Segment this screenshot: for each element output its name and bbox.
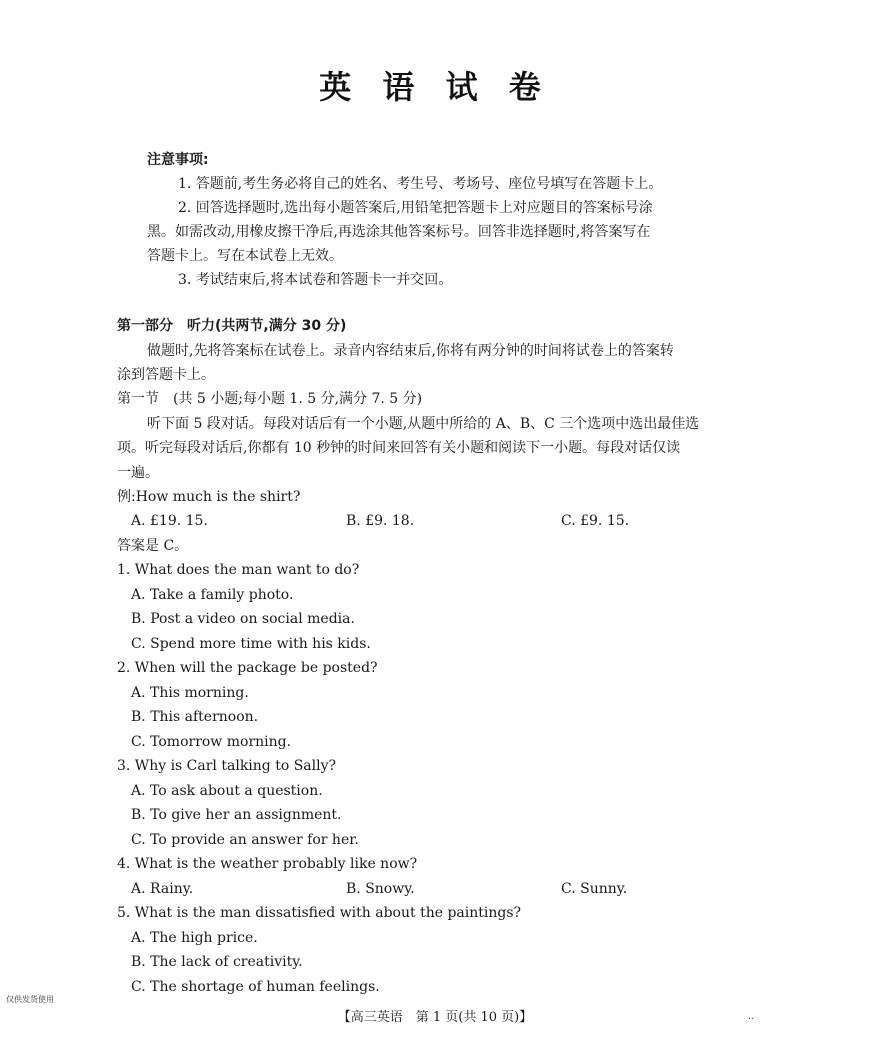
question-3: 3. Why is Carl talking to Sally? — [117, 758, 337, 774]
corner-mark: .. — [748, 1012, 754, 1022]
example-question: 例:How much is the shirt? — [117, 489, 301, 505]
question-1-option-b: B. Post a video on social media. — [131, 611, 355, 627]
part1-heading: 第一部分 听力(共两节,满分 30 分) — [117, 318, 347, 334]
question-4: 4. What is the weather probably like now? — [117, 856, 418, 872]
directions-line-3: 一遍。 — [117, 465, 159, 481]
question-3-option-b: B. To give her an assignment. — [131, 807, 342, 823]
section1-heading: 第一节 (共 5 小题;每小题 1. 5 分,满分 7. 5 分) — [117, 391, 423, 407]
example-option-a: A. £19. 15. — [131, 513, 208, 529]
question-4-option-b: B. Snowy. — [346, 881, 415, 897]
question-2-option-b: B. This afternoon. — [131, 709, 259, 725]
notice-item-3: 3. 考试结束后,将本试卷和答题卡一并交回。 — [178, 272, 453, 288]
question-1: 1. What does the man want to do? — [117, 562, 360, 578]
notice-item-2-line-1: 2. 回答选择题时,选出每小题答案后,用铅笔把答题卡上对应题目的答案标号涂 — [178, 200, 653, 216]
notice-item-2-line-2: 黑。如需改动,用橡皮擦干净后,再选涂其他答案标号。回答非选择题时,将答案写在 — [147, 224, 651, 240]
question-2: 2. When will the package be posted? — [117, 660, 378, 676]
question-1-option-c: C. Spend more time with his kids. — [131, 636, 371, 652]
question-5: 5. What is the man dissatisfied with about the paintings? — [117, 905, 522, 921]
question-5-option-a: A. The high price. — [131, 930, 258, 946]
part1-intro-line-1: 做题时,先将答案标在试卷上。录音内容结束后,你将有两分钟的时间将试卷上的答案转 — [147, 343, 674, 359]
question-5-option-b: B. The lack of creativity. — [131, 954, 303, 970]
example-answer: 答案是 C。 — [117, 538, 189, 554]
question-4-option-a: A. Rainy. — [131, 881, 194, 897]
watermark-text: 仅供发货使用 — [6, 995, 54, 1004]
example-option-c: C. £9. 15. — [561, 513, 630, 529]
question-4-option-c: C. Sunny. — [561, 881, 628, 897]
question-2-option-c: C. Tomorrow morning. — [131, 734, 292, 750]
example-option-b: B. £9. 18. — [346, 513, 415, 529]
notice-heading: 注意事项: — [147, 152, 209, 168]
question-3-option-a: A. To ask about a question. — [131, 783, 323, 799]
question-1-option-a: A. Take a family photo. — [131, 587, 294, 603]
question-3-option-c: C. To provide an answer for her. — [131, 832, 359, 848]
question-2-option-a: A. This morning. — [131, 685, 249, 701]
page-footer: 【高三英语 第 1 页(共 10 页)】 — [337, 1010, 533, 1025]
page-title: 英 语 试 卷 — [319, 68, 551, 106]
directions-line-2: 项。听完每段对话后,你都有 10 秒钟的时间来回答有关小题和阅读下一小题。每段对话仅读 — [117, 440, 681, 456]
directions-line-1: 听下面 5 段对话。每段对话后有一个小题,从题中所给的 A、B、C 三个选项中选出最佳选 — [147, 416, 700, 432]
question-5-option-c: C. The shortage of human feelings. — [131, 979, 380, 995]
notice-item-1: 1. 答题前,考生务必将自己的姓名、考生号、考场号、座位号填写在答题卡上。 — [178, 176, 663, 192]
part1-intro-line-2: 涂到答题卡上。 — [117, 367, 215, 383]
notice-item-2-line-3: 答题卡上。写在本试卷上无效。 — [147, 248, 343, 264]
